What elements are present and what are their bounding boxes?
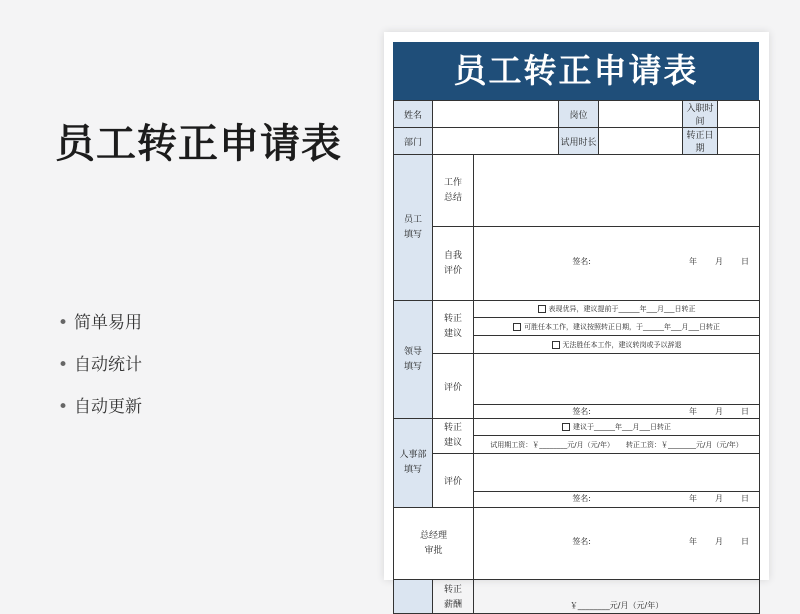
- self-eval-field[interactable]: [474, 227, 760, 301]
- trial-label: 试用时长: [559, 128, 599, 155]
- gm-section-label: 总经理 审批: [394, 508, 474, 580]
- self-eval-label: 自我 评价: [433, 227, 474, 301]
- name-field[interactable]: [433, 101, 559, 128]
- form-banner: 员工转正申请表: [393, 42, 759, 100]
- entry-date-label: 入职时间: [683, 101, 718, 128]
- leader-eval-label: 评价: [433, 354, 474, 419]
- trial-field[interactable]: [599, 128, 683, 155]
- entry-date-field[interactable]: [718, 101, 760, 128]
- regular-date-field[interactable]: [718, 128, 760, 155]
- feature-item: • 自动统计: [58, 355, 142, 375]
- leader-suggest-label: 转正 建议: [433, 301, 474, 354]
- final-salary-label: 转正 薪酬: [433, 580, 474, 614]
- name-label: 姓名: [394, 101, 433, 128]
- signature-line: 签名: 年 月 日: [572, 406, 750, 416]
- dept-label: 部门: [394, 128, 433, 155]
- dept-field[interactable]: [433, 128, 559, 155]
- employee-section-label: 员工 填写: [394, 155, 433, 301]
- checkbox-icon[interactable]: [562, 423, 570, 431]
- leader-option-2[interactable]: 可胜任本工作，建议按照转正日期，于______年___月___日转正: [474, 318, 760, 336]
- leader-option-1[interactable]: 表现优异，建议提前于______年___月___日转正: [474, 301, 760, 318]
- form-document: [384, 32, 769, 610]
- feature-item: • 自动更新: [58, 397, 142, 417]
- work-summary-label: 工作 总结: [433, 155, 474, 227]
- leader-section-label: 领导 填写: [394, 301, 433, 419]
- signature-line: 签名: 年 月 日: [572, 257, 750, 266]
- hr-suggest-label: 转正 建议: [433, 419, 474, 454]
- feature-item: • 简单易用: [58, 313, 142, 333]
- hr-option-1[interactable]: 建议于______年___月___日转正: [474, 419, 760, 436]
- work-summary-field[interactable]: [474, 155, 760, 227]
- leader-eval-field[interactable]: [474, 354, 760, 405]
- regular-date-label: 转正日期: [683, 128, 718, 155]
- page-title: 员工转正申请表: [55, 121, 342, 167]
- signature-line: 签名: 年 月 日: [572, 537, 750, 546]
- final-salary-field[interactable]: ￥________元/月（元/年）: [474, 580, 760, 614]
- leader-option-3[interactable]: 无法胜任本工作，建议转岗或予以辞退: [474, 336, 760, 354]
- signature-line: 签名: 年 月 日: [572, 494, 750, 503]
- checkbox-icon[interactable]: [538, 305, 546, 313]
- hr-eval-label: 评价: [433, 454, 474, 508]
- hr-section-label: 人事部 填写: [394, 419, 433, 508]
- feature-list: [58, 310, 142, 436]
- gm-approval-field[interactable]: [474, 508, 760, 580]
- hr-eval-field[interactable]: [474, 454, 760, 492]
- checkbox-icon[interactable]: [552, 341, 560, 349]
- post-label: 岗位: [559, 101, 599, 128]
- checkbox-icon[interactable]: [513, 323, 521, 331]
- post-field[interactable]: [599, 101, 683, 128]
- form-table: [393, 100, 760, 614]
- hr-salary-line[interactable]: 试用期工资：￥________元/月（元/年） 转正工资：￥________元/月（元/年）: [474, 436, 760, 454]
